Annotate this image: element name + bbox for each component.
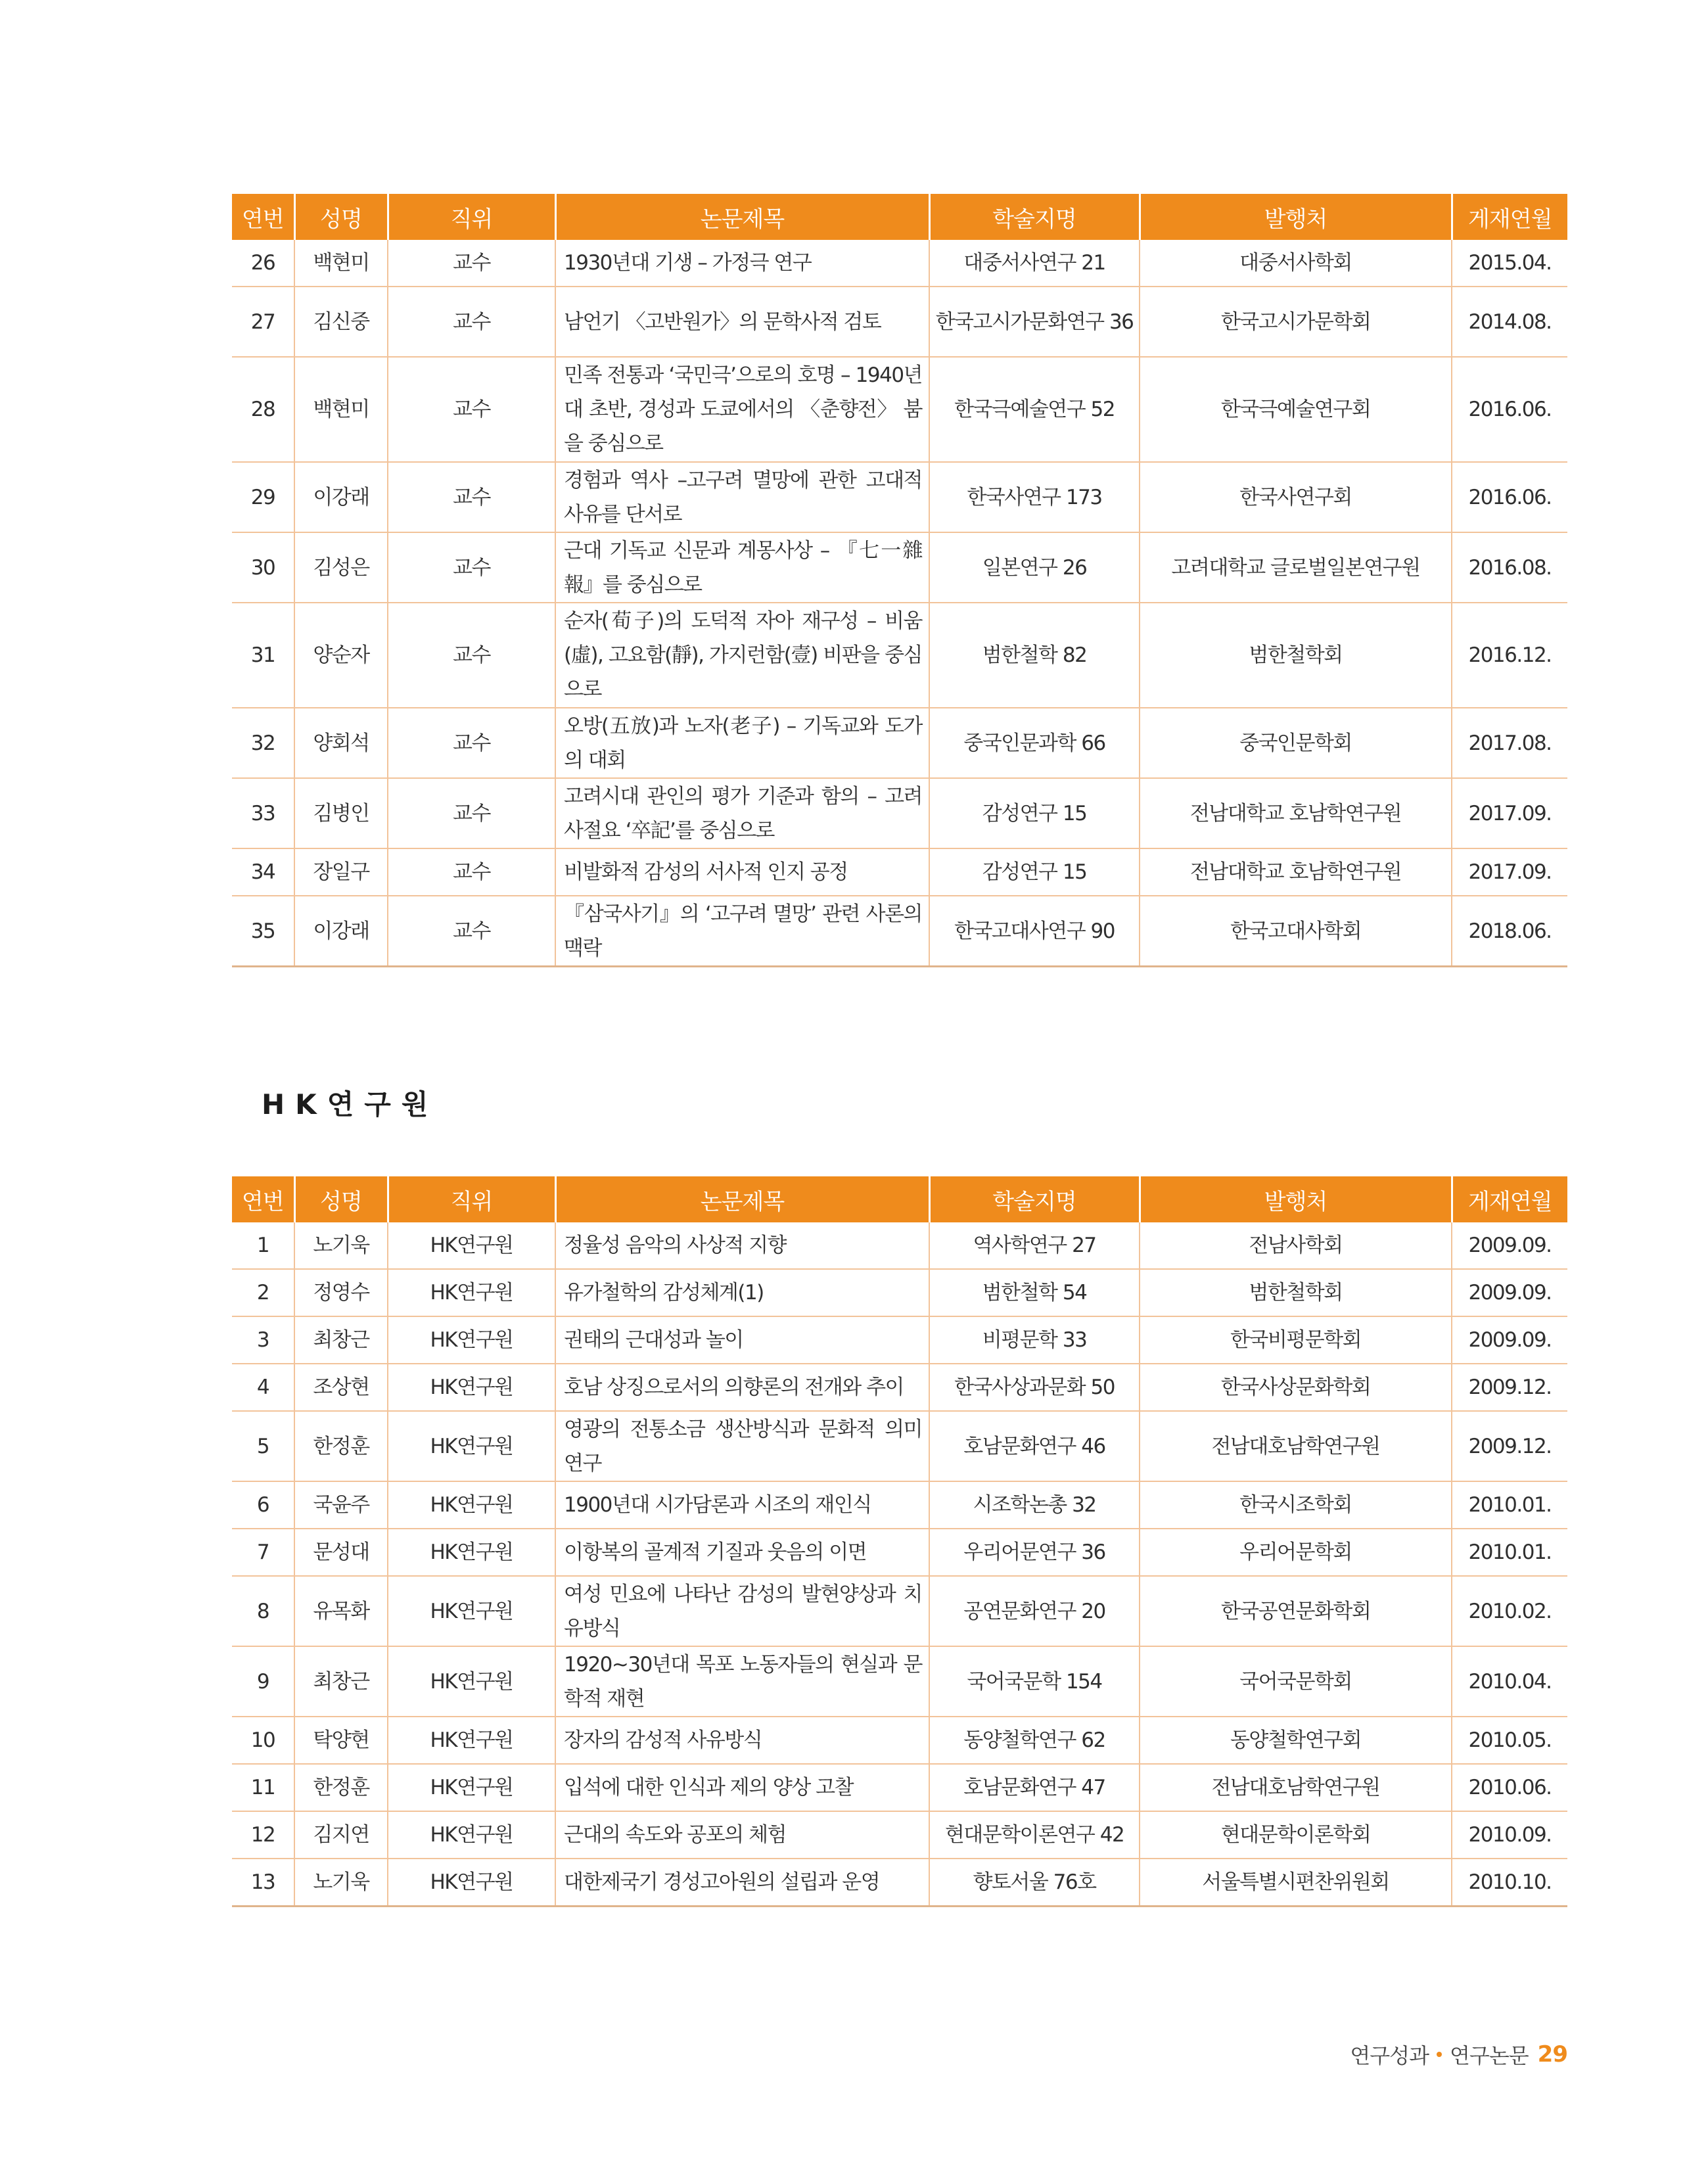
cell-no: 27 bbox=[232, 287, 294, 357]
cell-publisher: 한국사상문화학회 bbox=[1140, 1364, 1452, 1411]
cell-title: 비발화적 감성의 서사적 인지 공정 bbox=[555, 848, 929, 896]
cell-journal: 우리어문연구 36 bbox=[929, 1529, 1140, 1576]
cell-publisher: 전남대학교 호남학연구원 bbox=[1140, 848, 1452, 896]
cell-name: 백현미 bbox=[294, 357, 388, 462]
cell-no: 9 bbox=[232, 1646, 294, 1717]
cell-position: HK연구원 bbox=[388, 1859, 555, 1907]
cell-publisher: 전남대호남학연구원 bbox=[1140, 1411, 1452, 1481]
cell-no: 8 bbox=[232, 1576, 294, 1646]
cell-title: 근대의 속도와 공포의 체험 bbox=[555, 1811, 929, 1859]
cell-publisher: 한국고대사학회 bbox=[1140, 896, 1452, 967]
cell-date: 2010.05. bbox=[1452, 1717, 1567, 1764]
cell-journal: 한국사연구 173 bbox=[929, 462, 1140, 532]
cell-journal: 한국고시가문화연구 36 bbox=[929, 287, 1140, 357]
cell-no: 26 bbox=[232, 240, 294, 287]
cell-position: 교수 bbox=[388, 357, 555, 462]
cell-publisher: 한국비평문학회 bbox=[1140, 1316, 1452, 1364]
cell-no: 7 bbox=[232, 1529, 294, 1576]
cell-position: HK연구원 bbox=[388, 1364, 555, 1411]
cell-journal: 국어국문학 154 bbox=[929, 1646, 1140, 1717]
cell-date: 2010.02. bbox=[1452, 1576, 1567, 1646]
section-heading-hk-researchers: HK연구원 bbox=[262, 1088, 439, 1121]
cell-title: 민족 전통과 ‘국민극’으로의 호명 – 1940년대 초반, 경성과 도쿄에서의 〈춘향전〉 붐을 중심으로 bbox=[555, 357, 929, 462]
cell-title: 대한제국기 경성고아원의 설립과 운영 bbox=[555, 1859, 929, 1907]
cell-publisher: 한국공연문화학회 bbox=[1140, 1576, 1452, 1646]
cell-journal: 향토서울 76호 bbox=[929, 1859, 1140, 1907]
cell-position: HK연구원 bbox=[388, 1764, 555, 1811]
cell-date: 2009.12. bbox=[1452, 1411, 1567, 1481]
cell-publisher: 전남대학교 호남학연구원 bbox=[1140, 778, 1452, 848]
cell-date: 2010.01. bbox=[1452, 1481, 1567, 1529]
cell-no: 6 bbox=[232, 1481, 294, 1529]
cell-position: HK연구원 bbox=[388, 1717, 555, 1764]
cell-position: 교수 bbox=[388, 708, 555, 778]
cell-title: 영광의 전통소금 생산방식과 문화적 의미 연구 bbox=[555, 1411, 929, 1481]
cell-no: 30 bbox=[232, 532, 294, 603]
cell-title: 고려시대 관인의 평가 기준과 함의 – 고려사절요 ‘卒記’를 중심으로 bbox=[555, 778, 929, 848]
cell-title: 이항복의 골계적 기질과 웃음의 이면 bbox=[555, 1529, 929, 1576]
header-no: 연번 bbox=[232, 194, 294, 240]
cell-date: 2016.06. bbox=[1452, 462, 1567, 532]
cell-name: 문성대 bbox=[294, 1529, 388, 1576]
cell-date: 2016.06. bbox=[1452, 357, 1567, 462]
cell-publisher: 국어국문학회 bbox=[1140, 1646, 1452, 1717]
cell-publisher: 서울특별시편찬위원회 bbox=[1140, 1859, 1452, 1907]
cell-position: 교수 bbox=[388, 778, 555, 848]
cell-date: 2010.09. bbox=[1452, 1811, 1567, 1859]
table-header-row bbox=[232, 1176, 1567, 1222]
cell-journal: 대중서사연구 21 bbox=[929, 240, 1140, 287]
cell-no: 2 bbox=[232, 1269, 294, 1316]
cell-journal: 감성연구 15 bbox=[929, 778, 1140, 848]
cell-position: HK연구원 bbox=[388, 1411, 555, 1481]
footer-separator-dot bbox=[1437, 2052, 1442, 2057]
cell-publisher: 한국극예술연구회 bbox=[1140, 357, 1452, 462]
table-row bbox=[232, 1222, 1567, 1269]
cell-publisher: 대중서사학회 bbox=[1140, 240, 1452, 287]
cell-title: 근대 기독교 신문과 계몽사상 – 『七一雜報』를 중심으로 bbox=[555, 532, 929, 603]
cell-name: 장일구 bbox=[294, 848, 388, 896]
cell-date: 2009.09. bbox=[1452, 1222, 1567, 1269]
cell-journal: 호남문화연구 47 bbox=[929, 1764, 1140, 1811]
cell-name: 김병인 bbox=[294, 778, 388, 848]
cell-date: 2010.06. bbox=[1452, 1764, 1567, 1811]
cell-name: 노기욱 bbox=[294, 1222, 388, 1269]
table-row bbox=[232, 1481, 1567, 1529]
cell-no: 35 bbox=[232, 896, 294, 967]
cell-journal: 한국사상과문화 50 bbox=[929, 1364, 1140, 1411]
header-journal: 학술지명 bbox=[929, 1176, 1140, 1222]
cell-position: HK연구원 bbox=[388, 1811, 555, 1859]
cell-name: 이강래 bbox=[294, 462, 388, 532]
cell-journal: 한국극예술연구 52 bbox=[929, 357, 1140, 462]
cell-journal: 한국고대사연구 90 bbox=[929, 896, 1140, 967]
cell-title: 경험과 역사 –고구려 멸망에 관한 고대적 사유를 단서로 bbox=[555, 462, 929, 532]
cell-position: 교수 bbox=[388, 532, 555, 603]
cell-position: 교수 bbox=[388, 848, 555, 896]
header-date: 게재연월 bbox=[1452, 1176, 1567, 1222]
table-row bbox=[232, 1411, 1567, 1481]
cell-name: 노기욱 bbox=[294, 1859, 388, 1907]
cell-name: 한정훈 bbox=[294, 1411, 388, 1481]
cell-title: 호남 상징으로서의 의향론의 전개와 추이 bbox=[555, 1364, 929, 1411]
table-row bbox=[232, 778, 1567, 848]
cell-name: 탁양현 bbox=[294, 1717, 388, 1764]
table-row bbox=[232, 1316, 1567, 1364]
cell-publisher: 범한철학회 bbox=[1140, 603, 1452, 708]
page-footer bbox=[1350, 2039, 1567, 2070]
cell-title: 1920~30년대 목포 노동자들의 현실과 문학적 재현 bbox=[555, 1646, 929, 1717]
cell-name: 김성은 bbox=[294, 532, 388, 603]
table-row bbox=[232, 603, 1567, 708]
cell-name: 조상현 bbox=[294, 1364, 388, 1411]
table-row bbox=[232, 848, 1567, 896]
footer-subsection: 연구논문 bbox=[1450, 2043, 1529, 2068]
cell-journal: 중국인문과학 66 bbox=[929, 708, 1140, 778]
cell-position: HK연구원 bbox=[388, 1576, 555, 1646]
cell-name: 백현미 bbox=[294, 240, 388, 287]
footer-section: 연구성과 bbox=[1350, 2043, 1429, 2068]
table-row bbox=[232, 462, 1567, 532]
header-position: 직위 bbox=[388, 1176, 555, 1222]
cell-no: 10 bbox=[232, 1717, 294, 1764]
cell-position: HK연구원 bbox=[388, 1529, 555, 1576]
page-number: 29 bbox=[1537, 2041, 1567, 2068]
cell-name: 이강래 bbox=[294, 896, 388, 967]
header-no: 연번 bbox=[232, 1176, 294, 1222]
cell-journal: 현대문학이론연구 42 bbox=[929, 1811, 1140, 1859]
header-position: 직위 bbox=[388, 194, 555, 240]
cell-title: 순자(荀子)의 도덕적 자아 재구성 – 비움(虛), 고요함(靜), 가지런함(壹) 비판을 중심으로 bbox=[555, 603, 929, 708]
cell-publisher: 고려대학교 글로벌일본연구원 bbox=[1140, 532, 1452, 603]
cell-title: 『삼국사기』의 ‘고구려 멸망’ 관련 사론의 맥락 bbox=[555, 896, 929, 967]
cell-date: 2015.04. bbox=[1452, 240, 1567, 287]
cell-date: 2009.12. bbox=[1452, 1364, 1567, 1411]
cell-publisher: 범한철학회 bbox=[1140, 1269, 1452, 1316]
table-row bbox=[232, 1529, 1567, 1576]
cell-publisher: 중국인문학회 bbox=[1140, 708, 1452, 778]
cell-date: 2010.04. bbox=[1452, 1646, 1567, 1717]
cell-title: 남언기 〈고반원가〉의 문학사적 검토 bbox=[555, 287, 929, 357]
cell-title: 1930년대 기생 – 가정극 연구 bbox=[555, 240, 929, 287]
cell-date: 2018.06. bbox=[1452, 896, 1567, 967]
papers-table-hk-researchers bbox=[232, 1176, 1567, 1907]
cell-title: 권태의 근대성과 놀이 bbox=[555, 1316, 929, 1364]
cell-position: HK연구원 bbox=[388, 1481, 555, 1529]
cell-no: 33 bbox=[232, 778, 294, 848]
cell-no: 1 bbox=[232, 1222, 294, 1269]
cell-no: 13 bbox=[232, 1859, 294, 1907]
table-header-row bbox=[232, 194, 1567, 240]
table-row bbox=[232, 1764, 1567, 1811]
table-row bbox=[232, 357, 1567, 462]
cell-publisher: 전남대호남학연구원 bbox=[1140, 1764, 1452, 1811]
cell-no: 12 bbox=[232, 1811, 294, 1859]
cell-no: 4 bbox=[232, 1364, 294, 1411]
cell-date: 2010.01. bbox=[1452, 1529, 1567, 1576]
cell-date: 2009.09. bbox=[1452, 1316, 1567, 1364]
cell-journal: 비평문학 33 bbox=[929, 1316, 1140, 1364]
cell-name: 최창근 bbox=[294, 1646, 388, 1717]
cell-journal: 역사학연구 27 bbox=[929, 1222, 1140, 1269]
cell-name: 유목화 bbox=[294, 1576, 388, 1646]
cell-name: 양회석 bbox=[294, 708, 388, 778]
table-row bbox=[232, 708, 1567, 778]
cell-title: 정율성 음악의 사상적 지향 bbox=[555, 1222, 929, 1269]
table-row bbox=[232, 1576, 1567, 1646]
table-row bbox=[232, 287, 1567, 357]
table-row bbox=[232, 240, 1567, 287]
cell-publisher: 한국고시가문학회 bbox=[1140, 287, 1452, 357]
cell-position: 교수 bbox=[388, 287, 555, 357]
cell-date: 2009.09. bbox=[1452, 1269, 1567, 1316]
cell-title: 장자의 감성적 사유방식 bbox=[555, 1717, 929, 1764]
cell-position: HK연구원 bbox=[388, 1269, 555, 1316]
cell-name: 김지연 bbox=[294, 1811, 388, 1859]
header-publisher: 발행처 bbox=[1140, 1176, 1452, 1222]
table-row bbox=[232, 1717, 1567, 1764]
cell-position: 교수 bbox=[388, 603, 555, 708]
cell-no: 11 bbox=[232, 1764, 294, 1811]
cell-name: 정영수 bbox=[294, 1269, 388, 1316]
cell-position: 교수 bbox=[388, 896, 555, 967]
cell-position: HK연구원 bbox=[388, 1222, 555, 1269]
cell-title: 입석에 대한 인식과 제의 양상 고찰 bbox=[555, 1764, 929, 1811]
cell-no: 34 bbox=[232, 848, 294, 896]
cell-journal: 시조학논총 32 bbox=[929, 1481, 1140, 1529]
table-row bbox=[232, 1364, 1567, 1411]
cell-no: 28 bbox=[232, 357, 294, 462]
cell-position: HK연구원 bbox=[388, 1316, 555, 1364]
cell-publisher: 전남사학회 bbox=[1140, 1222, 1452, 1269]
cell-position: 교수 bbox=[388, 462, 555, 532]
header-name: 성명 bbox=[294, 1176, 388, 1222]
header-title: 논문제목 bbox=[555, 194, 929, 240]
cell-date: 2010.10. bbox=[1452, 1859, 1567, 1907]
cell-no: 31 bbox=[232, 603, 294, 708]
cell-no: 32 bbox=[232, 708, 294, 778]
cell-title: 여성 민요에 나타난 감성의 발현양상과 치유방식 bbox=[555, 1576, 929, 1646]
cell-name: 최창근 bbox=[294, 1316, 388, 1364]
header-date: 게재연월 bbox=[1452, 194, 1567, 240]
cell-journal: 범한철학 82 bbox=[929, 603, 1140, 708]
table-row bbox=[232, 1646, 1567, 1717]
cell-date: 2017.09. bbox=[1452, 848, 1567, 896]
cell-title: 오방(五放)과 노자(老子) – 기독교와 도가의 대회 bbox=[555, 708, 929, 778]
cell-publisher: 한국시조학회 bbox=[1140, 1481, 1452, 1529]
cell-no: 5 bbox=[232, 1411, 294, 1481]
cell-position: 교수 bbox=[388, 240, 555, 287]
cell-journal: 감성연구 15 bbox=[929, 848, 1140, 896]
cell-publisher: 동양철학연구회 bbox=[1140, 1717, 1452, 1764]
cell-date: 2017.08. bbox=[1452, 708, 1567, 778]
table-row bbox=[232, 1811, 1567, 1859]
table-row bbox=[232, 532, 1567, 603]
cell-name: 양순자 bbox=[294, 603, 388, 708]
cell-publisher: 현대문학이론학회 bbox=[1140, 1811, 1452, 1859]
cell-title: 1900년대 시가담론과 시조의 재인식 bbox=[555, 1481, 929, 1529]
cell-name: 한정훈 bbox=[294, 1764, 388, 1811]
cell-name: 국윤주 bbox=[294, 1481, 388, 1529]
header-publisher: 발행처 bbox=[1140, 194, 1452, 240]
cell-journal: 일본연구 26 bbox=[929, 532, 1140, 603]
cell-date: 2016.08. bbox=[1452, 532, 1567, 603]
cell-publisher: 한국사연구회 bbox=[1140, 462, 1452, 532]
header-journal: 학술지명 bbox=[929, 194, 1140, 240]
header-title: 논문제목 bbox=[555, 1176, 929, 1222]
cell-title: 유가철학의 감성체계(1) bbox=[555, 1269, 929, 1316]
header-name: 성명 bbox=[294, 194, 388, 240]
cell-journal: 동양철학연구 62 bbox=[929, 1717, 1140, 1764]
papers-table-professors bbox=[232, 194, 1567, 967]
cell-no: 3 bbox=[232, 1316, 294, 1364]
cell-publisher: 우리어문학회 bbox=[1140, 1529, 1452, 1576]
cell-position: HK연구원 bbox=[388, 1646, 555, 1717]
table-row bbox=[232, 1269, 1567, 1316]
cell-date: 2017.09. bbox=[1452, 778, 1567, 848]
cell-name: 김신중 bbox=[294, 287, 388, 357]
cell-no: 29 bbox=[232, 462, 294, 532]
cell-date: 2014.08. bbox=[1452, 287, 1567, 357]
cell-date: 2016.12. bbox=[1452, 603, 1567, 708]
cell-journal: 공연문화연구 20 bbox=[929, 1576, 1140, 1646]
table-row bbox=[232, 1859, 1567, 1907]
cell-journal: 범한철학 54 bbox=[929, 1269, 1140, 1316]
cell-journal: 호남문화연구 46 bbox=[929, 1411, 1140, 1481]
table-row bbox=[232, 896, 1567, 967]
